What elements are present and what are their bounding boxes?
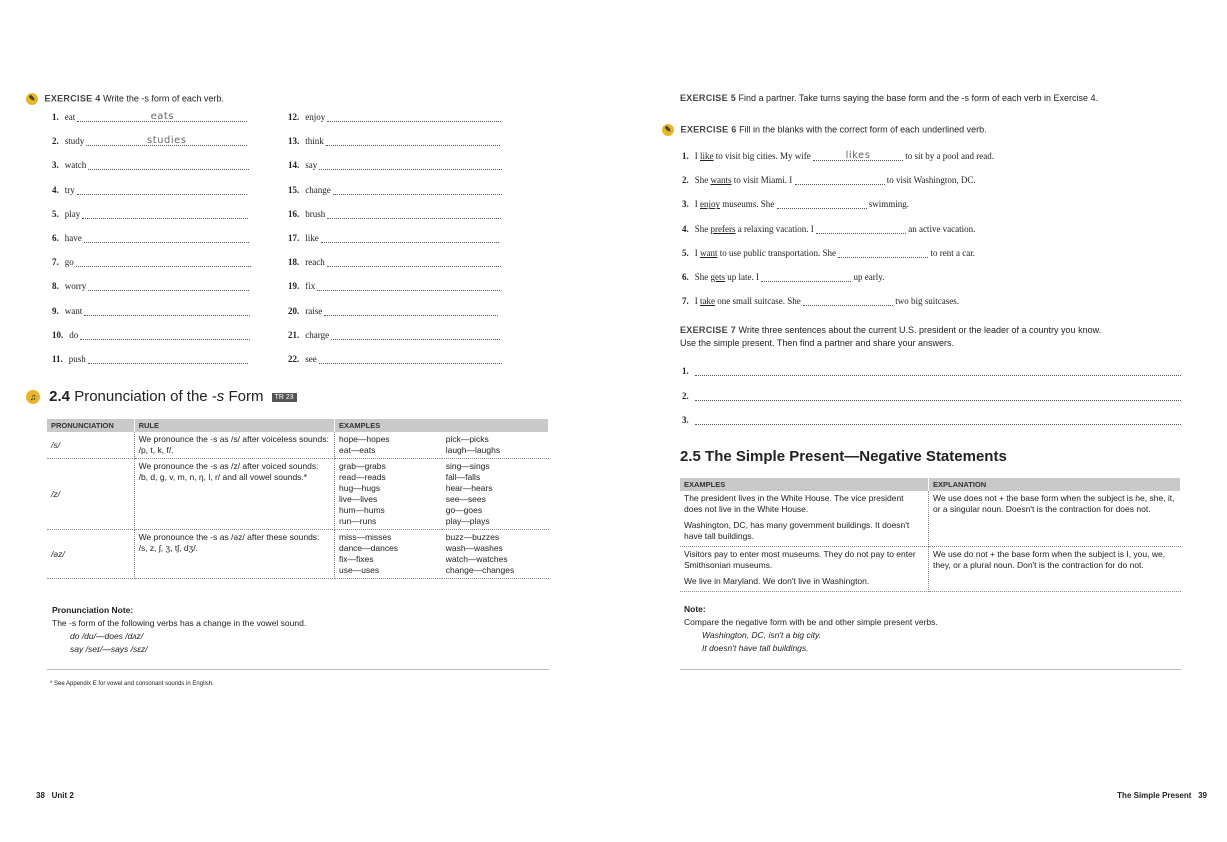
example-pair: pick—picks	[445, 434, 489, 444]
example-pair: see—sees	[445, 494, 486, 504]
verb-text: try	[64, 184, 75, 195]
exercise-item	[52, 277, 249, 291]
pencil-icon: ✎	[662, 124, 674, 136]
item-number: 4.	[682, 223, 689, 234]
example-pair: buzz—buzzes	[445, 532, 500, 542]
example-pair: wash—washes	[445, 543, 503, 553]
answer-blank[interactable]	[84, 305, 250, 316]
item-number: 1.	[682, 151, 689, 161]
sentence-end: to visit Washington, DC.	[884, 175, 976, 186]
answer-blank[interactable]	[331, 329, 500, 340]
examples-cell	[442, 530, 549, 579]
answer-blank[interactable]	[795, 174, 885, 185]
explanation-cell: We use does not + the base form when the subject is he, she, it, or a singular noun. Doesn't is the contraction for does not.	[929, 491, 1181, 547]
item-number: 2.	[52, 136, 59, 147]
answer-blank[interactable]	[317, 280, 500, 291]
example-sentence: Washington, DC, has many government buildings. It doesn't have tall buildings.	[684, 520, 910, 541]
answer-blank[interactable]	[327, 256, 501, 267]
exercise-item	[288, 302, 498, 316]
answer-blank[interactable]	[327, 208, 501, 219]
underlined-verb: enjoy	[700, 199, 720, 210]
header-explanation: EXPLANATION	[929, 478, 1181, 491]
examples-cell	[442, 459, 549, 530]
page-unit-label: Unit 2	[51, 791, 74, 800]
answer-blank[interactable]	[333, 184, 502, 195]
item-number: 5.	[682, 247, 689, 258]
exercise-item	[288, 277, 500, 291]
example-pair: hear—hears	[445, 483, 493, 493]
note-example: say /seɪ/—says /sɛz/	[70, 644, 148, 654]
sentence-start: She	[694, 223, 711, 234]
item-number: 18.	[288, 257, 300, 268]
divider	[680, 669, 1181, 670]
examples-cell	[680, 491, 929, 547]
answer-blank[interactable]	[777, 198, 867, 209]
item-number: 7.	[52, 257, 59, 268]
exercise-item	[682, 244, 975, 258]
pronunciation-cell: /s/	[47, 432, 134, 459]
note-title: Pronunciation Note:	[52, 605, 134, 615]
example-pair: sing—sings	[445, 461, 490, 471]
exercise-instruction: Write the -s form of each verb.	[103, 93, 224, 104]
item-number: 22.	[288, 354, 300, 364]
item-number: 2.	[682, 390, 689, 401]
item-number: 11.	[52, 354, 63, 364]
page-section-label: The Simple Present	[1117, 791, 1192, 800]
item-number: 7.	[682, 296, 689, 307]
answer-blank[interactable]	[76, 256, 251, 267]
exercise-item	[682, 220, 975, 234]
example-pair: hope—hopes	[338, 434, 390, 444]
item-number: 3.	[682, 199, 689, 210]
answer-blank[interactable]	[88, 353, 249, 364]
answer-blank[interactable]	[803, 295, 893, 306]
answer-blank[interactable]	[88, 159, 249, 170]
sentence-start: I	[694, 296, 700, 307]
answer-blank[interactable]	[838, 247, 928, 258]
table-row	[47, 432, 549, 459]
example-pair: grab—grabs	[338, 461, 386, 471]
exercise-instruction: Write three sentences about the current U.S. president or the leader of a country you know.	[738, 325, 1102, 335]
example-pair: use—uses	[338, 565, 380, 575]
answer-blank[interactable]	[695, 414, 1181, 425]
example-sentence: The president lives in the White House. The vice president does not live in the White House.	[684, 493, 904, 514]
track-badge: TR 23	[272, 393, 297, 402]
example-pair: change—changes	[445, 565, 515, 575]
table-row	[47, 530, 549, 579]
rule-cell: We pronounce the -s as /s/ after voiceless sounds: /p, t, k, f/.	[134, 432, 334, 459]
answer-blank[interactable]	[326, 135, 500, 146]
sentence-middle: to use public transportation. She	[717, 247, 839, 258]
answer-blank[interactable]	[84, 232, 250, 243]
item-number: 9.	[52, 305, 59, 316]
example-sentence: Visitors pay to enter most museums. They do not pay to enter Smithsonian museums.	[684, 549, 916, 570]
example-sentence: We live in Maryland. We don't live in Washington.	[684, 576, 870, 586]
handwritten-answer: likes	[845, 150, 871, 161]
page-footer-right	[1117, 791, 1207, 800]
answer-blank[interactable]	[327, 111, 501, 122]
exercise-item	[52, 132, 247, 146]
answer-line	[682, 387, 1181, 401]
verb-text: think	[305, 136, 324, 147]
sentence-end: an active vacation.	[905, 223, 976, 234]
verb-text: fix	[305, 281, 316, 292]
sentence-middle: to visit Miami. I	[731, 175, 795, 186]
sentence-start: She	[694, 175, 711, 186]
sentence-middle: to visit big cities. My wife	[713, 151, 813, 161]
note-example: Washington, DC, isn't a big city.	[702, 630, 821, 640]
item-number: 2.	[682, 175, 689, 186]
answer-blank[interactable]	[82, 208, 248, 219]
exercise-instruction: Find a partner. Take turns saying the base form and the -s form of each verb in Exercise 4.	[738, 93, 1099, 103]
right-page	[614, 0, 1227, 842]
sentence-start: I	[694, 199, 700, 210]
underlined-verb: prefers	[710, 223, 736, 234]
exercise-item	[288, 350, 502, 364]
section-number: 2.5	[680, 448, 701, 465]
exercise-item	[682, 171, 976, 185]
note-title: Note:	[684, 604, 706, 614]
example-pair: watch—watches	[445, 554, 508, 564]
sentence-end: two big suitcases.	[892, 296, 959, 307]
item-number: 15.	[288, 184, 300, 195]
exercise-item	[52, 326, 250, 340]
exercise-label: EXERCISE 7	[680, 325, 737, 335]
verb-text: brush	[305, 208, 326, 219]
header-rule: RULE	[134, 419, 334, 432]
answer-line	[682, 411, 1181, 425]
verb-text: reach	[305, 257, 325, 268]
example-pair: hum—hums	[338, 505, 385, 515]
sentence-middle: a relaxing vacation. I	[735, 223, 816, 234]
underlined-verb: want	[700, 247, 718, 258]
exercise-item	[682, 292, 959, 306]
underlined-verb: wants	[710, 175, 732, 186]
exercise-item	[288, 229, 499, 243]
underlined-verb: take	[700, 296, 715, 307]
pronunciation-table	[47, 419, 549, 579]
header-examples: EXAMPLES	[334, 419, 548, 432]
exercise-label: EXERCISE 4	[44, 93, 101, 104]
answer-blank[interactable]	[88, 280, 249, 291]
exercise-item	[682, 147, 994, 161]
item-number: 6.	[682, 272, 689, 282]
audio-icon: ♫	[26, 390, 40, 404]
verb-text: charge	[305, 329, 330, 340]
exercise-item	[288, 181, 502, 195]
table-row	[47, 459, 549, 530]
negative-note	[684, 603, 1179, 655]
example-pair: miss—misses	[338, 532, 392, 542]
item-number: 10.	[52, 329, 64, 340]
sentence-start: I	[694, 151, 700, 161]
verb-text: change	[305, 184, 331, 195]
item-number: 16.	[288, 208, 300, 219]
answer-blank[interactable]	[761, 271, 851, 282]
answer-blank[interactable]	[77, 111, 247, 122]
item-number: 1.	[682, 366, 689, 376]
sentence-middle: museums. She	[720, 199, 777, 210]
section-title-text: Pronunciation of the -s Form	[74, 388, 264, 405]
handwritten-answer: studies	[147, 135, 187, 147]
exercise-item	[288, 132, 500, 146]
verb-text: want	[64, 305, 83, 316]
underlined-verb: gets	[710, 272, 725, 282]
verb-text: like	[305, 233, 319, 243]
exercise-6-header	[662, 124, 987, 136]
section-2-5-title	[680, 448, 1007, 465]
item-number: 4.	[52, 184, 59, 195]
note-text: Compare the negative form with be and other simple present verbs.	[684, 617, 938, 627]
page-number: 39	[1198, 791, 1207, 800]
item-number: 8.	[52, 281, 59, 292]
exercise-item	[288, 156, 502, 170]
table-row	[680, 547, 1181, 592]
answer-blank[interactable]	[321, 232, 500, 243]
example-pair: play—plays	[445, 516, 490, 526]
verb-text: raise	[305, 305, 323, 316]
answer-blank[interactable]	[695, 365, 1181, 376]
answer-blank[interactable]	[80, 329, 250, 340]
section-2-4-title	[26, 388, 297, 405]
pencil-icon: ✎	[26, 93, 38, 105]
verb-text: enjoy	[305, 112, 326, 122]
table-row	[680, 491, 1181, 547]
example-pair: fall—falls	[445, 472, 481, 482]
answer-blank[interactable]	[319, 353, 502, 364]
exercise-label: EXERCISE 5	[680, 93, 737, 103]
section-number: 2.4	[49, 388, 71, 405]
exercise-4-header	[26, 93, 224, 105]
exercise-item	[52, 108, 247, 122]
example-pair: hug—hugs	[338, 483, 381, 493]
item-number: 14.	[288, 160, 300, 171]
answer-blank[interactable]	[324, 305, 498, 316]
page-footer-left	[36, 791, 74, 800]
sentence-end: to sit by a pool and read.	[903, 151, 994, 161]
answer-blank[interactable]	[813, 150, 903, 161]
item-number: 1.	[52, 112, 59, 122]
exercise-instruction-2: Use the simple present. Then find a partner and share your answers.	[680, 338, 954, 348]
verb-text: go	[64, 257, 74, 268]
example-pair: run—runs	[338, 516, 377, 526]
sentence-start: I	[694, 247, 700, 258]
exercise-label: EXERCISE 6	[680, 124, 737, 135]
note-example: do /du/—does /dʌz/	[70, 631, 144, 641]
item-number: 20.	[288, 305, 300, 316]
rule-cell: We pronounce the -s as /z/ after voiced sounds: /b, d, g, v, m, n, ŋ, l, r/ and all vowel sounds.*	[134, 459, 334, 530]
answer-blank[interactable]	[816, 223, 906, 234]
example-pair: dance—dances	[338, 543, 399, 553]
example-pair: live—lives	[338, 494, 378, 504]
item-number: 3.	[52, 160, 59, 171]
exercise-item	[288, 326, 500, 340]
sentence-middle: up late. I	[725, 272, 762, 282]
sentence-middle: one small suitcase. She	[715, 296, 803, 307]
examples-cell	[334, 432, 441, 459]
note-text: The -s form of the following verbs has a change in the vowel sound.	[52, 618, 307, 628]
exercise-item	[52, 229, 249, 243]
item-number: 19.	[288, 281, 300, 292]
item-number: 17.	[288, 233, 300, 243]
answer-blank[interactable]	[86, 135, 247, 146]
verb-text: study	[64, 136, 85, 147]
exercise-instruction: Fill in the blanks with the correct form of each underlined verb.	[739, 124, 987, 135]
exercise-item	[288, 205, 501, 219]
exercise-7-header	[680, 324, 1101, 350]
item-number: 5.	[52, 208, 59, 219]
header-examples: EXAMPLES	[680, 478, 929, 491]
exercise-item	[682, 268, 884, 282]
note-example: It doesn't have tall buildings.	[702, 643, 809, 653]
divider	[47, 669, 549, 670]
exercise-5-header	[680, 93, 1098, 103]
explanation-cell: We use do not + the base form when the subject is I, you, we, they, or a plural noun. Don't is the contraction for do not.	[929, 547, 1181, 592]
exercise-item	[52, 350, 248, 364]
item-number: 12.	[288, 112, 300, 122]
examples-cell	[334, 459, 441, 530]
pronunciation-cell: /z/	[47, 459, 134, 530]
pronunciation-note	[52, 604, 547, 656]
exercise-item	[52, 253, 251, 267]
examples-cell	[442, 432, 549, 459]
handwritten-answer: eats	[150, 111, 175, 122]
verb-text: see	[305, 354, 317, 364]
answer-blank[interactable]	[319, 159, 502, 170]
answer-blank[interactable]	[695, 390, 1181, 401]
verb-text: say	[305, 160, 318, 171]
exercise-item	[52, 181, 247, 195]
example-pair: laugh—laughs	[445, 445, 501, 455]
exercise-item	[288, 253, 501, 267]
verb-text: eat	[64, 112, 76, 122]
page-number: 38	[36, 791, 45, 800]
exercise-item	[52, 156, 249, 170]
examples-cell	[680, 547, 929, 592]
footnote: * See Appendix E for vowel and consonant sounds in English.	[50, 681, 214, 687]
example-pair: go—goes	[445, 505, 483, 515]
answer-line	[682, 362, 1181, 376]
sentence-end: up early.	[851, 272, 885, 282]
negative-statements-table	[680, 478, 1181, 592]
examples-cell	[334, 530, 441, 579]
example-pair: eat—eats	[338, 445, 376, 455]
left-page	[0, 0, 612, 842]
sentence-start: She	[694, 272, 711, 282]
verb-text: worry	[64, 281, 87, 292]
sentence-end: to rent a car.	[928, 247, 975, 258]
section-title-text: The Simple Present—Negative Statements	[705, 448, 1007, 465]
exercise-item	[682, 195, 909, 209]
answer-blank[interactable]	[77, 184, 247, 195]
item-number: 13.	[288, 136, 300, 147]
example-pair: fix—fixes	[338, 554, 374, 564]
exercise-item	[288, 108, 501, 122]
example-pair: read—reads	[338, 472, 386, 482]
verb-text: have	[64, 233, 82, 243]
verb-text: play	[64, 208, 81, 219]
exercise-item	[52, 302, 250, 316]
header-pronunciation: PRONUNCIATION	[47, 419, 134, 432]
rule-cell: We pronounce the -s as /əz/ after these sounds: /s, z, ʃ, ʒ, tʃ, dʒ/.	[134, 530, 334, 579]
verb-text: push	[68, 354, 86, 364]
verb-text: watch	[64, 160, 87, 171]
sentence-end: swimming.	[866, 199, 910, 210]
item-number: 6.	[52, 233, 59, 243]
item-number: 3.	[682, 415, 689, 425]
item-number: 21.	[288, 329, 300, 340]
pronunciation-cell: /əz/	[47, 530, 134, 579]
verb-text: do	[69, 329, 79, 340]
underlined-verb: like	[700, 151, 714, 161]
exercise-item	[52, 205, 248, 219]
